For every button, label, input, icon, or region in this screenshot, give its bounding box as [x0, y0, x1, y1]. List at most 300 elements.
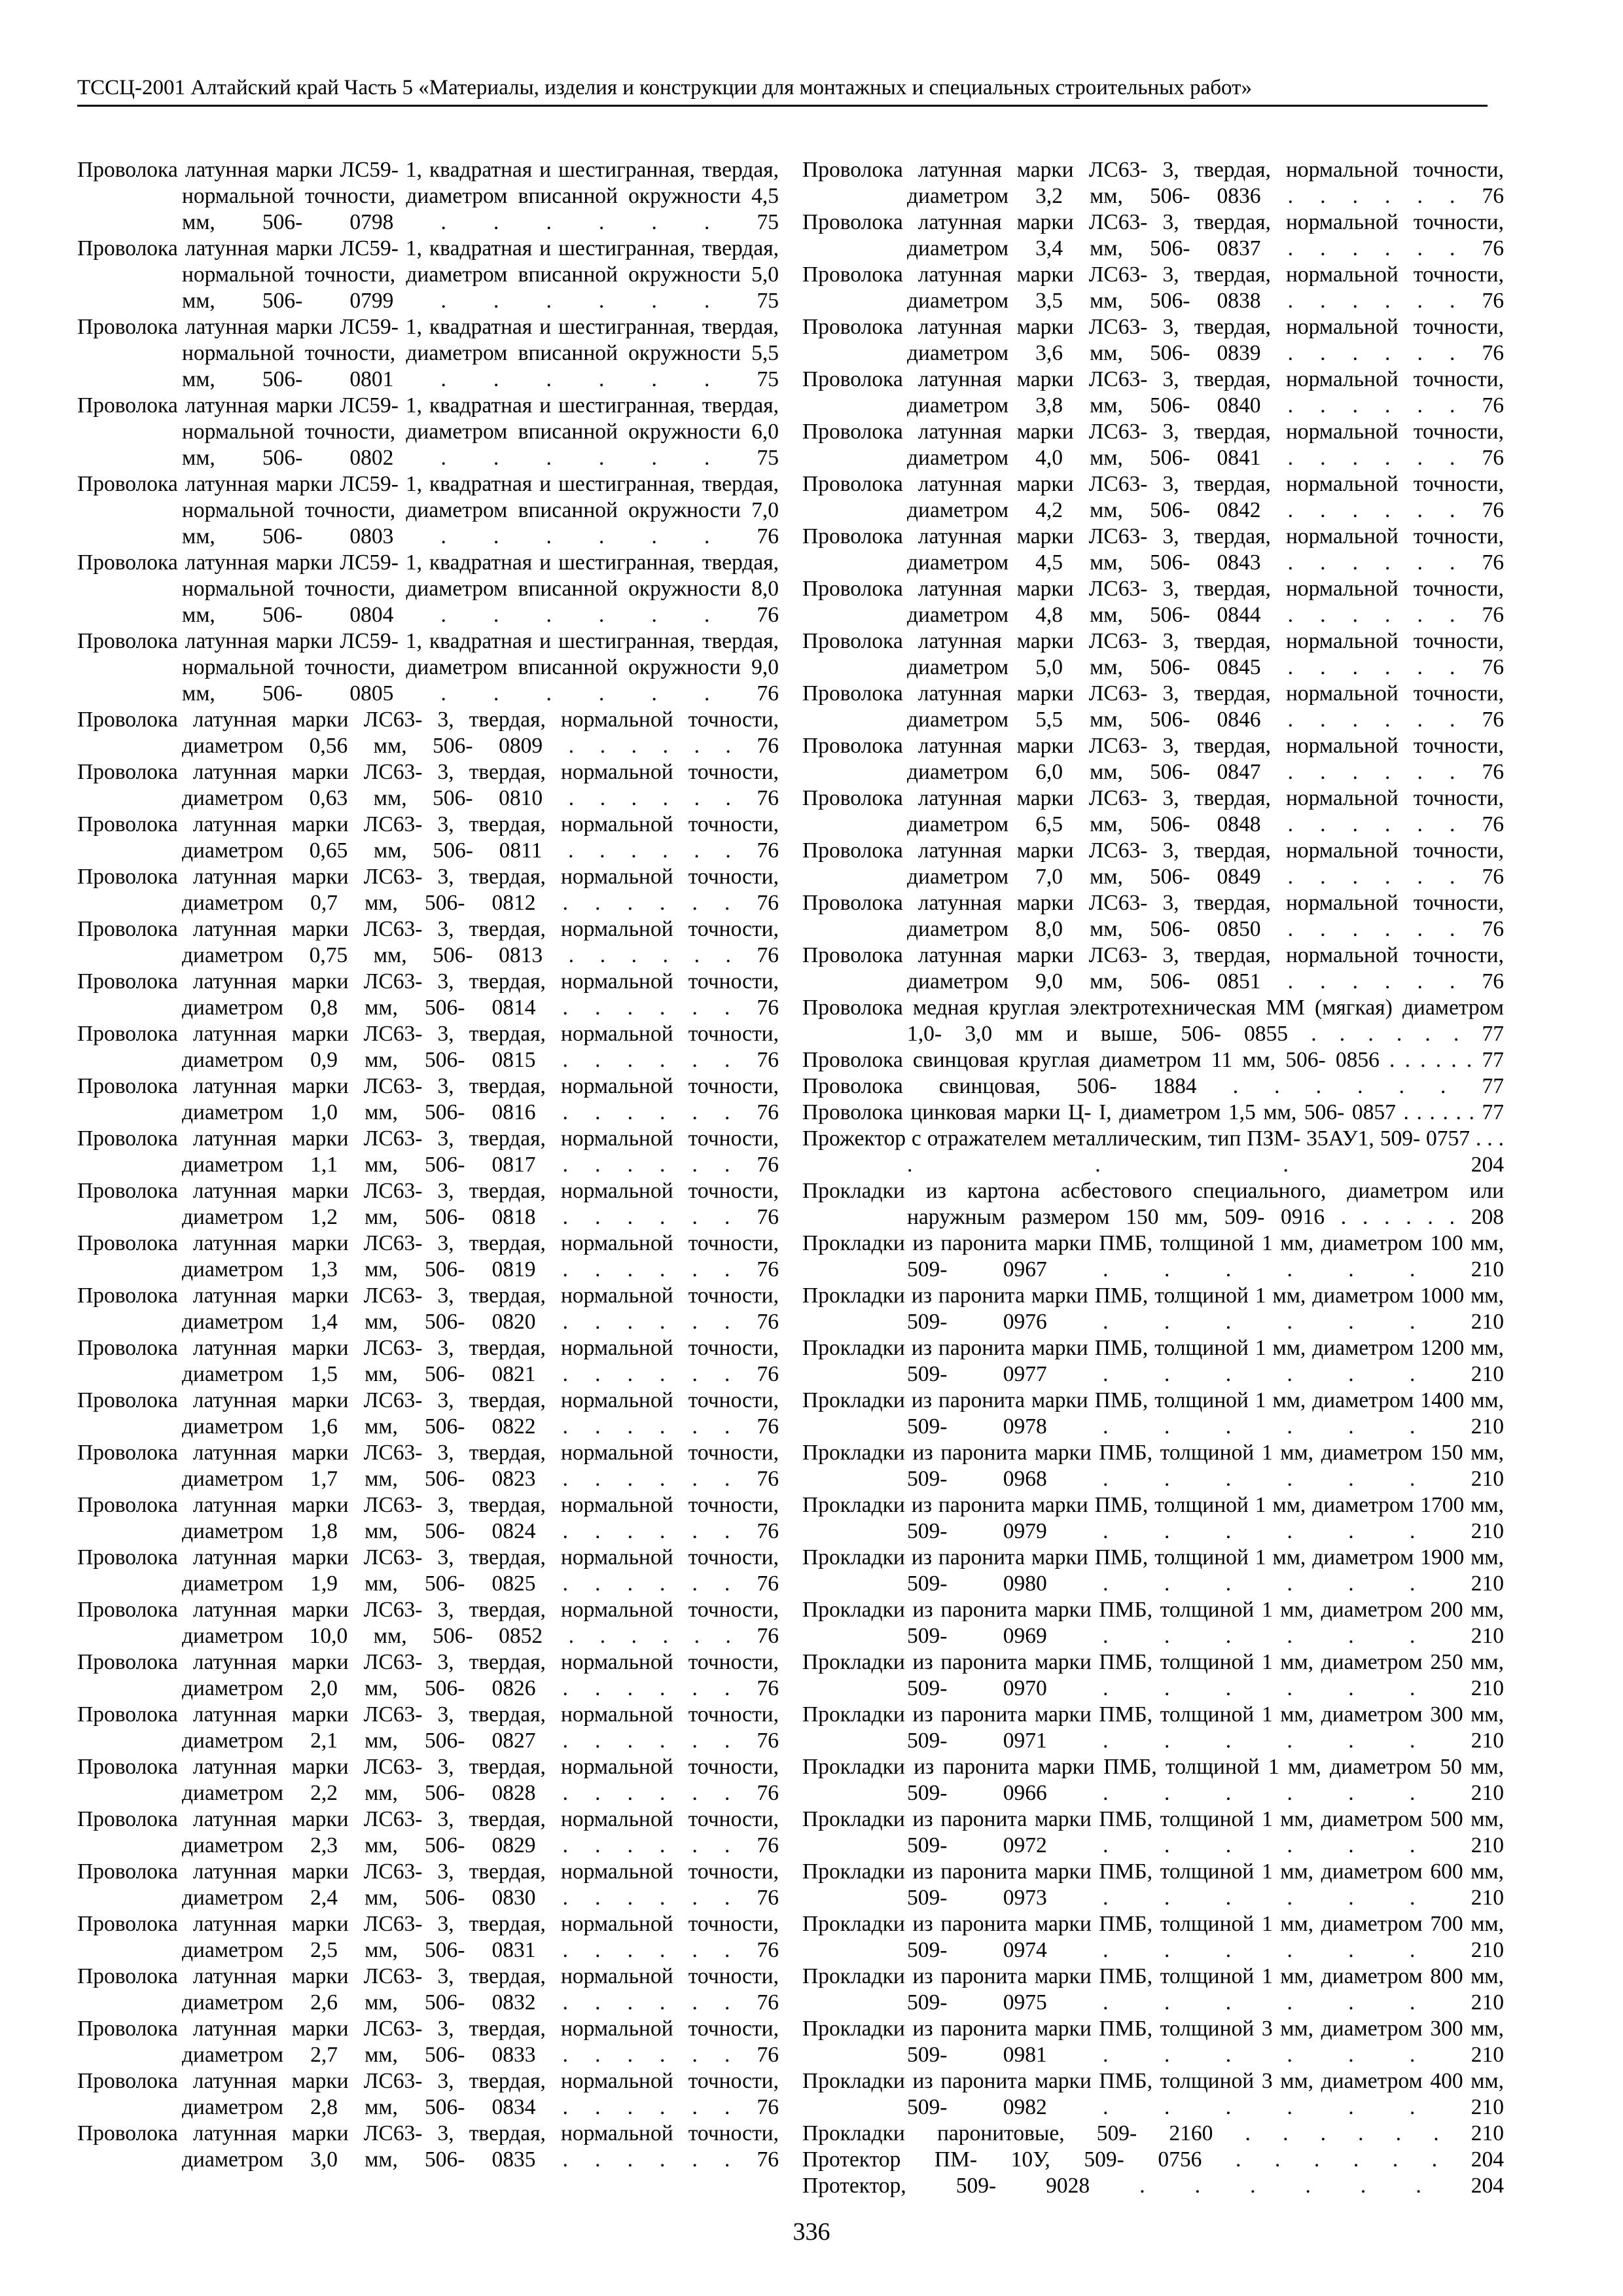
entry-text: Проволока латунная марки ЛС63- 3, твердая, нормальной точности, диаметром 2,5 мм, 506- 0831 [77, 1912, 779, 1962]
dot-leader: . . . . . . [1260, 969, 1482, 994]
entry-text: Проволока латунная марки ЛС63- 3, твердая, нормальной точности, диаметром 3,8 мм, 506- 0840 [802, 367, 1504, 418]
entry-page: 76 [757, 1729, 779, 1753]
entry-text: Прокладки из паронита марки ПМБ, толщиной 1 мм, диаметром 1900 мм, 509- 0980 [802, 1545, 1504, 1596]
dot-leader: . . . . . . [543, 1624, 757, 1648]
entry-text: Прокладки из паронита марки ПМБ, толщиной 1 мм, диаметром 150 мм, 509- 0968 [802, 1441, 1504, 1491]
entry-page: 204 [1471, 2147, 1504, 2172]
dot-leader: . . . . . . [1260, 708, 1482, 732]
dot-leader: . . . . . . [393, 289, 757, 313]
index-entry [77, 864, 779, 916]
entry-page: 210 [1471, 1886, 1505, 1910]
entry-text: Прокладки из паронита марки ПМБ, толщиной 1 мм, диаметром 600 мм, 509- 0973 [802, 1859, 1504, 1910]
entry-page: 76 [757, 1257, 779, 1282]
entry-page: 210 [1471, 1676, 1505, 1700]
dot-leader: . . . . . . [1196, 1074, 1482, 1098]
entry-page: 77 [1482, 1074, 1504, 1098]
entry-text: Проволока латунная марки ЛС63- 3, твердая, нормальной точности, диаметром 1,8 мм, 506- 0824 [77, 1493, 779, 1543]
index-entry [802, 2121, 1504, 2147]
index-entry [802, 1073, 1504, 1100]
dot-leader: . . . . . . [535, 1938, 757, 1962]
entry-text: Проволока латунная марки ЛС63- 3, твердая, нормальной точности, диаметром 7,0 мм, 506- 0849 [802, 838, 1504, 889]
dot-leader: . . . . . . [1046, 1833, 1471, 1857]
dot-leader: . . . . . . [1046, 1467, 1471, 1491]
entry-page: 76 [757, 996, 779, 1020]
index-entry [802, 1806, 1504, 1859]
entry-text: Прокладки из паронита марки ПМБ, толщиной 1 мм, диаметром 1400 мм, 509- 0978 [802, 1388, 1504, 1439]
dot-leader: . . . . . . [393, 681, 757, 706]
entry-page: 77 [1482, 1048, 1504, 1072]
dot-leader: . . . . . . [393, 210, 757, 234]
entry-page: 76 [1482, 236, 1504, 260]
index-entry [77, 1021, 779, 1073]
entry-page: 75 [757, 210, 779, 234]
entry-text: Проволока латунная марки ЛС63- 3, твердая, нормальной точности, диаметром 0,63 мм, 506- 0810 [77, 760, 779, 810]
entry-text: Проволока латунная марки ЛС63- 3, твердая, нормальной точности, диаметром 4,2 мм, 506- 0842 [802, 472, 1504, 522]
index-entry [77, 1073, 779, 1126]
index-entry [802, 2147, 1504, 2173]
entry-text: Проволока латунная марки ЛС63- 3, твердая, нормальной точности, диаметром 3,2 мм, 506- 0836 [802, 158, 1504, 208]
entry-text: Прокладки из паронита марки ПМБ, толщиной 1 мм, диаметром 50 мм, 509- 0966 [802, 1755, 1504, 1805]
dot-leader: . . . . . . [1090, 2174, 1471, 2198]
entry-page: 76 [757, 1467, 779, 1491]
entry-page: 76 [757, 1362, 779, 1386]
index-entry [802, 262, 1504, 314]
index-entry [802, 1335, 1504, 1388]
entry-text: Прокладки из паронита марки ПМБ, толщиной 1 мм, диаметром 1200 мм, 509- 0977 [802, 1336, 1504, 1386]
index-entry [802, 209, 1504, 262]
index-entry [802, 681, 1504, 733]
index-entry [77, 759, 779, 812]
entry-text: Проволока латунная марки ЛС63- 3, твердая, нормальной точности, диаметром 1,2 мм, 506- 0818 [77, 1179, 779, 1229]
dot-leader: . . . . . . [1260, 446, 1482, 470]
entry-text: Проволока латунная марки ЛС63- 3, твердая, нормальной точности, диаметром 6,0 мм, 506- 0847 [802, 734, 1504, 784]
index-entry [77, 2068, 779, 2121]
dot-leader: . . . . . . [1260, 393, 1482, 418]
entry-text: Проволока латунная марки ЛС59- 1, квадратная и шестигранная, твердая, нормальной точности, диаметром вписанной окружности 4,5 мм, 506- 0798 [77, 158, 779, 234]
index-entry [77, 1754, 779, 1806]
index-entry [802, 524, 1504, 576]
entry-page: 76 [757, 838, 779, 863]
index-entry [77, 707, 779, 759]
dot-leader: . . . . . . [543, 734, 757, 758]
entry-page: 210 [1471, 1257, 1505, 1282]
entry-text: Проволока свинцовая круглая диаметром 11 мм, 506- 0856 [802, 1048, 1380, 1072]
index-entry [77, 1178, 779, 1230]
entry-text: Проволока латунная марки ЛС63- 3, твердая, нормальной точности, диаметром 4,5 мм, 506- 0843 [802, 524, 1504, 575]
dot-leader: . . . . . . [1046, 1938, 1471, 1962]
entry-page: 204 [1471, 2174, 1504, 2198]
entry-page: 210 [1471, 1624, 1505, 1648]
entry-text: Проволока латунная марки ЛС59- 1, квадратная и шестигранная, твердая, нормальной точности, диаметром вписанной окружности 6,0 мм, 506- 0802 [77, 393, 779, 470]
entry-text: Проволока латунная марки ЛС63- 3, твердая, нормальной точности, диаметром 8,0 мм, 506- 0850 [802, 891, 1504, 941]
dot-leader: . . . . . . [535, 996, 757, 1020]
entry-page: 210 [1471, 2043, 1505, 2067]
index-entry [77, 2121, 779, 2173]
dot-leader: . . . . . . [1046, 1310, 1471, 1334]
entry-text: Проволока латунная марки ЛС63- 3, твердая, нормальной точности, диаметром 0,8 мм, 506- 0814 [77, 969, 779, 1020]
index-entry [802, 1283, 1504, 1335]
dot-leader: . . . . . . [1046, 1886, 1471, 1910]
index-entry [802, 1047, 1504, 1073]
entry-text: Проволока латунная марки ЛС63- 3, твердая, нормальной точности, диаметром 5,0 мм, 506- 0845 [802, 629, 1504, 679]
dot-leader: . . . . . . [535, 1571, 757, 1596]
entry-page: 77 [1482, 1022, 1504, 1046]
entry-text: Проволока латунная марки ЛС63- 3, твердая, нормальной точности, диаметром 2,1 мм, 506- 0827 [77, 1702, 779, 1753]
index-entry [77, 1806, 779, 1859]
index-entry [77, 1911, 779, 1964]
dot-leader: . . . . . . [1260, 341, 1482, 365]
entry-page: 76 [757, 1048, 779, 1072]
entry-page: 210 [1471, 1310, 1505, 1334]
entry-page: 210 [1471, 2095, 1505, 2119]
dot-leader: . . . . . . [543, 786, 757, 810]
dot-leader: . . . . . . [543, 943, 757, 967]
dot-leader: . . . . . . [535, 1676, 757, 1700]
entry-text: Проволока цинковая марки Ц- I, диаметром 1,5 мм, 506- 0857 [802, 1100, 1396, 1124]
index-column-left [77, 157, 779, 2173]
dot-leader: . . . . . . [393, 446, 757, 470]
dot-leader: . . . . . . [393, 367, 757, 391]
entry-page: 210 [1471, 1781, 1505, 1805]
index-entry [802, 1178, 1504, 1230]
index-entry [77, 1597, 779, 1649]
dot-leader: . . . . . . [1260, 184, 1482, 208]
entry-text: Проволока латунная марки ЛС63- 3, твердая, нормальной точности, диаметром 2,4 мм, 506- 0830 [77, 1859, 779, 1910]
entry-page: 76 [757, 786, 779, 810]
dot-leader: . . . . . . [1260, 865, 1482, 889]
entry-text: Проволока латунная марки ЛС63- 3, твердая, нормальной точности, диаметром 2,2 мм, 506- 0828 [77, 1755, 779, 1805]
entry-page: 76 [1482, 760, 1504, 784]
entry-text: Проволока латунная марки ЛС63- 3, твердая, нормальной точности, диаметром 2,6 мм, 506- 0832 [77, 1964, 779, 2015]
index-entry [77, 471, 779, 550]
entry-text: Проволока латунная марки ЛС63- 3, твердая, нормальной точности, диаметром 5,5 мм, 506- 0846 [802, 681, 1504, 732]
dot-leader: . . . . . . [1260, 655, 1482, 679]
dot-leader: . . . . . . [535, 1257, 757, 1282]
entry-page: 210 [1471, 1833, 1505, 1857]
dot-leader: . . . . . . [1395, 1100, 1482, 1124]
entry-text: Проволока латунная марки ЛС63- 3, твердая, нормальной точности, диаметром 3,0 мм, 506- 0835 [77, 2121, 779, 2172]
entry-page: 76 [1482, 393, 1504, 418]
entry-page: 76 [1482, 812, 1504, 836]
entry-text: Прокладки из паронита марки ПМБ, толщиной 1 мм, диаметром 1000 мм, 509- 0976 [802, 1283, 1504, 1334]
index-entry [802, 1597, 1504, 1649]
entry-text: Проволока латунная марки ЛС63- 3, твердая, нормальной точности, диаметром 0,7 мм, 506- 0812 [77, 865, 779, 915]
entry-page: 210 [1471, 1729, 1505, 1753]
entry-text: Проволока латунная марки ЛС59- 1, квадратная и шестигранная, твердая, нормальной точности, диаметром вписанной окружности 7,0 мм, 506- 0803 [77, 472, 779, 548]
entry-text: Проволока латунная марки ЛС63- 3, твердая, нормальной точности, диаметром 0,9 мм, 506- 0815 [77, 1022, 779, 1072]
index-entry [802, 314, 1504, 367]
index-entry [77, 1859, 779, 1911]
entry-page: 76 [757, 2043, 779, 2067]
index-entry [802, 2016, 1504, 2068]
index-entry [802, 1859, 1504, 1911]
entry-text: Прокладки из паронита марки ПМБ, толщиной 1 мм, диаметром 200 мм, 509- 0969 [802, 1598, 1504, 1648]
entry-text: Прокладки из паронита марки ПМБ, толщиной 1 мм, диаметром 1700 мм, 509- 0979 [802, 1493, 1504, 1543]
entry-text: Проволока латунная марки ЛС63- 3, твердая, нормальной точности, диаметром 2,7 мм, 506- 0833 [77, 2017, 779, 2067]
entry-text: Прокладки из паронита марки ПМБ, толщиной 1 мм, диаметром 800 мм, 509- 0975 [802, 1964, 1504, 2015]
entry-page: 210 [1471, 2121, 1505, 2145]
index-entry [802, 367, 1504, 419]
index-entry [802, 1230, 1504, 1283]
dot-leader: . . . . . . [1046, 1571, 1471, 1596]
index-entry [77, 1335, 779, 1388]
index-entry [77, 1440, 779, 1492]
index-entry [802, 1911, 1504, 1964]
entry-page: 210 [1471, 1990, 1505, 2015]
index-entry [802, 2068, 1504, 2121]
index-entry [802, 419, 1504, 471]
dot-leader: . . . . . . [535, 1205, 757, 1229]
index-entry [77, 393, 779, 471]
dot-leader: . . . . . . [535, 1519, 757, 1543]
entry-text: Прокладки из паронита марки ПМБ, толщиной 1 мм, диаметром 700 мм, 509- 0974 [802, 1912, 1504, 1962]
entry-page: 77 [1482, 1100, 1505, 1124]
dot-leader: . . . . . . [542, 838, 757, 863]
dot-leader: . . . . . . [535, 1833, 757, 1857]
entry-page: 75 [757, 289, 779, 313]
entry-page: 76 [757, 1624, 779, 1648]
entry-page: 210 [1471, 1519, 1505, 1543]
dot-leader: . . . . . . [1046, 1624, 1471, 1648]
entry-page: 76 [757, 524, 779, 548]
entry-text: Прокладки из паронита марки ПМБ, толщиной 1 мм, диаметром 100 мм, 509- 0967 [802, 1231, 1504, 1282]
index-entry [802, 1964, 1504, 2016]
entry-text: Проволока латунная марки ЛС63- 3, твердая, нормальной точности, диаметром 3,5 мм, 506- 0838 [802, 262, 1504, 313]
dot-leader: . . . . . . [535, 1100, 757, 1124]
index-entry [77, 1649, 779, 1702]
dot-leader: . . . . . . [1288, 1022, 1482, 1046]
dot-leader: . . . . . . [1046, 1781, 1471, 1805]
dot-leader: . . . . . . [535, 2147, 757, 2172]
index-entry [802, 733, 1504, 785]
dot-leader: . . . . . . [1213, 2121, 1471, 2145]
entry-text: Прокладки из паронита марки ПМБ, толщиной 1 мм, диаметром 500 мм, 509- 0972 [802, 1807, 1504, 1857]
dot-leader: . . . . . . [393, 603, 757, 627]
index-entry [802, 1702, 1504, 1754]
entry-page: 76 [757, 1205, 779, 1229]
index-entry [802, 890, 1504, 942]
index-entry [77, 628, 779, 707]
dot-leader: . . . . . . [1260, 917, 1482, 941]
dot-leader: . . . . . . [535, 1310, 757, 1334]
index-entry [802, 1649, 1504, 1702]
entry-page: 76 [757, 1519, 779, 1543]
dot-leader: . . . . . . [535, 1729, 757, 1753]
index-entry [77, 2016, 779, 2068]
entry-text: Проволока латунная марки ЛС63- 3, твердая, нормальной точности, диаметром 1,0 мм, 506- 0816 [77, 1074, 779, 1124]
index-entry [77, 1126, 779, 1178]
entry-page: 76 [757, 1310, 779, 1334]
index-entry [77, 916, 779, 969]
dot-leader: . . . . . . [393, 524, 757, 548]
entry-text: Прожектор с отражателем металлическим, тип ПЗМ- 35АУ1, 509- 0757 [802, 1126, 1471, 1151]
dot-leader: . . . . . . [1046, 1414, 1471, 1439]
entry-page: 76 [1482, 917, 1504, 941]
entry-text: Проволока латунная марки ЛС63- 3, твердая, нормальной точности, диаметром 2,0 мм, 506- 0826 [77, 1650, 779, 1700]
dot-leader: . . . . . . [1260, 550, 1482, 575]
entry-page: 76 [1482, 708, 1504, 732]
dot-leader: . . . . . . [1260, 289, 1482, 313]
entry-page: 210 [1471, 1571, 1505, 1596]
entry-text: Прокладки из паронита марки ПМБ, толщиной 1 мм, диаметром 300 мм, 509- 0971 [802, 1702, 1504, 1753]
dot-leader: . . . . . . [535, 1048, 757, 1072]
entry-text: Проволока латунная марки ЛС63- 3, твердая, нормальной точности, диаметром 2,8 мм, 506- 0834 [77, 2069, 779, 2119]
dot-leader: . . . . . . [1046, 1676, 1471, 1700]
entry-text: Проволока латунная марки ЛС59- 1, квадратная и шестигранная, твердая, нормальной точности, диаметром вписанной окружности 5,0 мм, 506- 0799 [77, 236, 779, 313]
entry-text: Протектор, 509- 9028 [802, 2174, 1090, 2198]
entry-text: Проволока свинцовая, 506- 1884 [802, 1074, 1197, 1098]
entry-text: Проволока латунная марки ЛС63- 3, твердая, нормальной точности, диаметром 3,4 мм, 506- 0837 [802, 210, 1504, 260]
dot-leader: . . . . . . [1046, 2095, 1471, 2119]
entry-page: 76 [757, 2147, 779, 2172]
index-entry [77, 1388, 779, 1440]
entry-page: 210 [1471, 1362, 1505, 1386]
entry-text: Проволока латунная марки ЛС59- 1, квадратная и шестигранная, твердая, нормальной точности, диаметром вписанной окружности 5,5 мм, 506- 0801 [77, 315, 779, 391]
entry-page: 76 [1482, 289, 1504, 313]
index-entry [77, 812, 779, 864]
index-entry [802, 157, 1504, 209]
dot-leader: . . . . . . [1325, 1205, 1471, 1229]
entry-page: 76 [757, 1571, 779, 1596]
index-entry [77, 1545, 779, 1597]
entry-text: Проволока латунная марки ЛС63- 3, твердая, нормальной точности, диаметром 0,75 мм, 506- 0813 [77, 917, 779, 967]
entry-page: 75 [757, 367, 779, 391]
dot-leader: . . . . . . [1046, 1257, 1471, 1282]
entry-page: 76 [757, 1938, 779, 1962]
entry-page: 76 [757, 891, 779, 915]
index-entry [802, 2173, 1504, 2199]
entry-page: 210 [1471, 1414, 1505, 1439]
dot-leader: . . . . . . [535, 891, 757, 915]
dot-leader: . . . . . . [1260, 760, 1482, 784]
entry-text: Проволока латунная марки ЛС63- 3, твердая, нормальной точности, диаметром 9,0 мм, 506- 0851 [802, 943, 1504, 994]
index-entry [77, 1283, 779, 1335]
dot-leader: . . . . . . [907, 1126, 1504, 1177]
entry-text: Проволока латунная марки ЛС63- 3, твердая, нормальной точности, диаметром 3,6 мм, 506- 0839 [802, 315, 1504, 365]
dot-leader: . . . . . . [1046, 1729, 1471, 1753]
dot-leader: . . . . . . [1260, 603, 1482, 627]
entry-page: 76 [757, 1676, 779, 1700]
dot-leader: . . . . . . [1046, 1362, 1471, 1386]
dot-leader: . . . . . . [535, 1362, 757, 1386]
entry-page: 204 [1471, 1153, 1504, 1177]
entry-text: Проволока латунная марки ЛС63- 3, твердая, нормальной точности, диаметром 6,5 мм, 506- 0848 [802, 786, 1504, 836]
entry-page: 76 [1482, 341, 1504, 365]
entry-page: 76 [1482, 446, 1504, 470]
entry-text: Проволока латунная марки ЛС63- 3, твердая, нормальной точности, диаметром 0,65 мм, 506- 0811 [77, 812, 779, 863]
entry-page: 75 [757, 446, 779, 470]
index-entry [802, 1100, 1504, 1126]
index-entry [802, 628, 1504, 681]
index-entry [802, 1492, 1504, 1545]
entry-text: Проволока латунная марки ЛС63- 3, твердая, нормальной точности, диаметром 1,3 мм, 506- 0819 [77, 1231, 779, 1282]
entry-text: Проволока латунная марки ЛС63- 3, твердая, нормальной точности, диаметром 1,5 мм, 506- 0821 [77, 1336, 779, 1386]
entry-text: Проволока латунная марки ЛС63- 3, твердая, нормальной точности, диаметром 1,6 мм, 506- 0822 [77, 1388, 779, 1439]
dot-leader: . . . . . . [1260, 498, 1482, 522]
index-entry [77, 969, 779, 1021]
entry-page: 76 [757, 2095, 779, 2119]
entry-page: 76 [757, 1100, 779, 1124]
index-entry [802, 1754, 1504, 1806]
dot-leader: . . . . . . [535, 1153, 757, 1177]
entry-page: 76 [757, 1414, 779, 1439]
entry-text: Прокладки паронитовые, 509- 2160 [802, 2121, 1213, 2145]
dot-leader: . . . . . . [535, 1781, 757, 1805]
index-entry [802, 942, 1504, 995]
dot-leader: . . . . . . [1046, 1990, 1471, 2015]
index-entry [77, 1230, 779, 1283]
entry-page: 208 [1471, 1205, 1504, 1229]
dot-leader: . . . . . . [1046, 1519, 1471, 1543]
dot-leader: . . . . . . [535, 1467, 757, 1491]
index-entry [802, 1440, 1504, 1492]
entry-page: 76 [1482, 550, 1504, 575]
index-entry [77, 1702, 779, 1754]
entry-page: 210 [1471, 1938, 1505, 1962]
dot-leader: . . . . . . [535, 1414, 757, 1439]
entry-text: Проволока латунная марки ЛС59- 1, квадратная и шестигранная, твердая, нормальной точности, диаметром вписанной окружности 8,0 мм, 506- 0804 [77, 550, 779, 627]
entry-page: 76 [757, 1833, 779, 1857]
entry-page: 76 [1482, 969, 1504, 994]
entry-text: Прокладки из паронита марки ПМБ, толщиной 1 мм, диаметром 250 мм, 509- 0970 [802, 1650, 1504, 1700]
entry-page: 76 [757, 1990, 779, 2015]
dot-leader: . . . . . . [1260, 812, 1482, 836]
entry-text: Проволока латунная марки ЛС63- 3, твердая, нормальной точности, диаметром 4,0 мм, 506- 0841 [802, 420, 1504, 470]
entry-text: Проволока латунная марки ЛС63- 3, твердая, нормальной точности, диаметром 1,7 мм, 506- 0823 [77, 1441, 779, 1491]
entry-text: Проволока латунная марки ЛС63- 3, твердая, нормальной точности, диаметром 1,4 мм, 506- 0820 [77, 1283, 779, 1334]
entry-text: Проволока латунная марки ЛС63- 3, твердая, нормальной точности, диаметром 1,9 мм, 506- 0825 [77, 1545, 779, 1596]
entry-page: 76 [757, 1886, 779, 1910]
entry-page: 210 [1471, 1467, 1505, 1491]
dot-leader: . . . . . . [535, 2095, 757, 2119]
entry-page: 76 [1482, 498, 1504, 522]
index-entry [802, 1545, 1504, 1597]
entry-text: Прокладки из паронита марки ПМБ, толщиной 3 мм, диаметром 400 мм, 509- 0982 [802, 2069, 1504, 2119]
dot-leader: . . . . . . [1260, 236, 1482, 260]
index-entry [802, 995, 1504, 1047]
index-entry [802, 838, 1504, 890]
running-header: ТССЦ-2001 Алтайский край Часть 5 «Материалы, изделия и конструкции для монтажных и специальных строительных работ» [77, 76, 1253, 99]
entry-page: 76 [757, 1153, 779, 1177]
index-entry [77, 236, 779, 314]
dot-leader: . . . . . . [535, 1990, 757, 2015]
dot-leader: . . . . . . [535, 2043, 757, 2067]
dot-leader: . . . . . . [1202, 2147, 1471, 2172]
entry-page: 76 [757, 603, 779, 627]
header-rule [77, 105, 1488, 107]
entry-page: 76 [757, 681, 779, 706]
entry-text: Проволока латунная марки ЛС63- 3, твердая, нормальной точности, диаметром 2,3 мм, 506- 0829 [77, 1807, 779, 1857]
entry-page: 76 [757, 1781, 779, 1805]
entry-text: Проволока медная круглая электротехническая ММ (мягкая) диаметром 1,0- 3,0 мм и выше, 506- 0855 [802, 996, 1504, 1046]
entry-text: Протектор ПМ- 10У, 509- 0756 [802, 2147, 1202, 2172]
index-entry [77, 1492, 779, 1545]
entry-text: Прокладки из паронита марки ПМБ, толщиной 3 мм, диаметром 300 мм, 509- 0981 [802, 2017, 1504, 2067]
entry-text: Проволока латунная марки ЛС63- 3, твердая, нормальной точности, диаметром 0,56 мм, 506- 0809 [77, 708, 779, 758]
entry-text: Проволока латунная марки ЛС63- 3, твердая, нормальной точности, диаметром 4,8 мм, 506- 0844 [802, 577, 1504, 627]
dot-leader: . . . . . . [1046, 2043, 1471, 2067]
dot-leader: . . . . . . [1379, 1048, 1482, 1072]
index-entry [802, 576, 1504, 628]
entry-page: 76 [1482, 603, 1504, 627]
entry-page: 76 [757, 734, 779, 758]
entry-text: Прокладки из картона асбестового специального, диаметром или наружным размером 150 мм, 509- 0916 [802, 1179, 1504, 1229]
index-entry [802, 1126, 1504, 1178]
index-entry [77, 1964, 779, 2016]
entry-text: Проволока латунная марки ЛС59- 1, квадратная и шестигранная, твердая, нормальной точности, диаметром вписанной окружности 9,0 мм, 506- 0805 [77, 629, 779, 706]
entry-page: 76 [1482, 184, 1504, 208]
index-column-right [802, 157, 1504, 2199]
